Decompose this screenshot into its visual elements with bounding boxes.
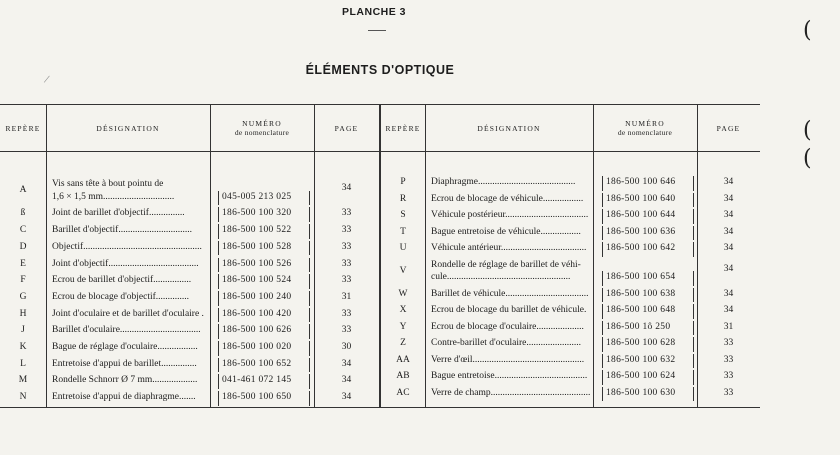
- designation-cell: Rondelle de réglage de barillet de véhi-: [431, 259, 581, 270]
- designation-cell: 1,6 × 1,5 mm..............................: [52, 191, 175, 202]
- repere-cell: ß: [20, 208, 26, 219]
- page-cell: 33: [723, 354, 734, 365]
- nomenclature-number-cell: 186-500 100 654: [606, 272, 676, 282]
- number-frame: [602, 242, 694, 257]
- designation-cell: Barillet de véhicule...................................: [431, 288, 589, 299]
- designation-cell: Barillet d'oculaire..................................: [52, 325, 201, 336]
- col-header-page-right: PAGE: [716, 123, 741, 133]
- repere-cell: F: [20, 275, 26, 286]
- designation-cell: Verre de champ..........................................: [431, 387, 591, 398]
- number-frame: [218, 274, 310, 289]
- designation-cell: Bague entretoise.......................................: [431, 371, 588, 381]
- nomenclature-number-cell: 186-500 100 632: [606, 354, 676, 365]
- page-cell: 34: [341, 358, 352, 369]
- col-header-numero-right: [593, 105, 697, 151]
- page-cell: 34: [723, 243, 734, 253]
- page-cell: 33: [341, 275, 352, 286]
- number-frame: [218, 358, 310, 373]
- number-frame: [602, 226, 694, 241]
- page-cell: 34: [723, 288, 734, 299]
- number-frame: [602, 354, 694, 369]
- nomenclature-number-cell: 186-500 100 420: [222, 308, 292, 319]
- page-title: ÉLÉMENTS D'OPTIQUE: [305, 63, 455, 77]
- binder-hole-mark: (: [803, 118, 812, 143]
- nomenclature-number-cell: 186-500 100 648: [606, 305, 676, 315]
- repere-cell: G: [19, 291, 27, 302]
- planche-label: PLANCHE 3: [341, 6, 406, 18]
- designation-cell: Verre d'œil...............................................: [431, 354, 585, 365]
- designation-cell: Écrou de barillet d'objectif................: [52, 275, 192, 286]
- designation-cell: Diaphragme.........................................: [431, 177, 576, 187]
- repere-cell: A: [19, 185, 27, 195]
- number-frame: [218, 324, 310, 339]
- page-cell: 34: [723, 193, 734, 204]
- repere-cell: R: [399, 193, 407, 204]
- number-frame: [218, 341, 310, 356]
- column-divider: [593, 105, 594, 407]
- nomenclature-number-cell: 186-500 100 020: [222, 342, 292, 352]
- nomenclature-number-cell: 186-500 100 646: [606, 177, 676, 187]
- repere-cell: K: [19, 342, 27, 352]
- col-header-repere-right: REPÈRE: [385, 123, 421, 133]
- designation-cell: Écrou de blocage de véhicule.................: [431, 193, 584, 204]
- page-cell: 34: [723, 305, 734, 315]
- number-frame: [602, 176, 694, 191]
- repere-cell: N: [19, 392, 27, 403]
- numero-label: NUMÉRO: [242, 119, 282, 128]
- designation-cell: Bague de réglage d'oculaire.................: [52, 342, 198, 352]
- col-header-designation-right: DÉSIGNATION: [477, 123, 541, 133]
- repere-cell: S: [400, 210, 406, 220]
- col-header-numero-left: [210, 105, 314, 151]
- number-frame: [218, 391, 310, 406]
- nomenclature-number-cell: 186-500 100 624: [606, 371, 676, 381]
- numero-label: NUMÉRO: [625, 119, 665, 128]
- number-frame: [218, 191, 310, 206]
- designation-cell: Joint de barillet d'objectif...............: [52, 208, 185, 219]
- repere-cell: V: [399, 265, 407, 276]
- repere-cell: U: [399, 243, 407, 253]
- stray-mark: /: [42, 71, 51, 87]
- repere-cell: T: [400, 226, 406, 237]
- number-frame: [218, 207, 310, 222]
- column-divider: [46, 105, 47, 407]
- nomenclature-label: de nomenclature: [234, 128, 290, 137]
- designation-cell: cule....................................................: [431, 272, 571, 282]
- page-cell: 33: [341, 241, 352, 252]
- col-header-page-left: PAGE: [334, 123, 359, 133]
- nomenclature-number-cell: 186-500 100 650: [222, 392, 292, 403]
- repere-cell: M: [18, 375, 28, 386]
- page-cell: 34: [723, 263, 734, 274]
- designation-cell: Écrou de blocage d'objectif..............: [52, 291, 190, 302]
- repere-cell: H: [19, 308, 27, 319]
- page-cell: 33: [341, 308, 352, 319]
- number-frame: [602, 387, 694, 402]
- repere-cell: Z: [400, 338, 406, 348]
- page-cell: 33: [341, 208, 352, 219]
- nomenclature-number-cell: 186-500 100 522: [222, 225, 292, 236]
- page-cell: 33: [341, 258, 352, 269]
- page-cell: 33: [341, 325, 352, 336]
- number-frame: [218, 291, 310, 306]
- nomenclature-number-cell: 186-500 100 628: [606, 338, 676, 348]
- designation-cell: Rondelle Schnorr Ø 7 mm...................: [52, 375, 198, 386]
- repere-cell: J: [21, 325, 25, 336]
- number-frame: [602, 370, 694, 385]
- nomenclature-number-cell: 186-500 100 636: [606, 226, 676, 237]
- page-cell: 33: [723, 338, 734, 348]
- nomenclature-number-cell: 186-500 100 642: [606, 243, 676, 253]
- nomenclature-number-cell: 186-500 100 240: [222, 291, 292, 302]
- column-divider: [425, 105, 426, 407]
- nomenclature-label: de nomenclature: [617, 128, 673, 137]
- number-frame: [602, 271, 694, 286]
- number-frame: [218, 374, 310, 389]
- designation-cell: Bague entretoise de véhicule.................: [431, 226, 581, 237]
- designation-cell: Joint d'objectif......................................: [52, 258, 199, 269]
- repere-cell: P: [400, 177, 406, 187]
- page-cell: 34: [341, 375, 352, 386]
- nomenclature-number-cell: 186-500 100 626: [222, 325, 292, 336]
- designation-cell: Entretoise d'appui de barillet...............: [52, 358, 197, 369]
- parts-table: [0, 104, 760, 408]
- number-frame: [602, 193, 694, 208]
- designation-cell: Écrou de blocage d'oculaire....................: [431, 321, 584, 332]
- designation-cell: Véhicule postérieur...................................: [431, 210, 589, 220]
- binder-hole-mark: (: [803, 146, 812, 171]
- repere-cell: L: [20, 358, 26, 369]
- page-cell: 31: [723, 321, 734, 332]
- page-cell: 34: [723, 177, 734, 187]
- title-divider: [368, 30, 386, 31]
- designation-cell: Véhicule antérieur....................................: [431, 243, 587, 253]
- nomenclature-number-cell: 186-500 100 638: [606, 288, 676, 299]
- designation-cell: Entretoise d'appui de diaphragme.......: [52, 392, 196, 403]
- page-cell: 34: [341, 392, 352, 403]
- page-cell: 33: [723, 371, 734, 381]
- number-frame: [218, 224, 310, 239]
- page-cell: 33: [723, 387, 734, 398]
- number-frame: [602, 337, 694, 352]
- page-cell: 34: [341, 183, 352, 193]
- designation-cell: Objectif..................................................: [52, 241, 202, 252]
- designation-cell: Vis sans tête à bout pointu de: [52, 179, 164, 189]
- designation-cell: Joint d'oculaire et de barillet d'oculaire .: [52, 308, 204, 319]
- repere-cell: AB: [396, 371, 410, 381]
- nomenclature-number-cell: 186-500 100 630: [606, 387, 676, 398]
- number-frame: [218, 308, 310, 323]
- repere-cell: E: [20, 258, 26, 269]
- binder-hole-mark: (: [803, 18, 812, 43]
- nomenclature-number-cell: 186-500 100 528: [222, 241, 292, 252]
- col-header-designation-left: DÉSIGNATION: [96, 123, 160, 133]
- col-header-repere-left: REPÈRE: [5, 123, 41, 133]
- repere-cell: AC: [396, 387, 410, 398]
- nomenclature-number-cell: 041-461 072 145: [222, 375, 292, 386]
- nomenclature-number-cell: 186-500 100 526: [222, 258, 292, 269]
- page-cell: 30: [341, 342, 352, 352]
- column-divider: [210, 105, 211, 407]
- nomenclature-number-cell: 186-500 100 644: [606, 210, 676, 220]
- nomenclature-number-cell: 186-500 100 640: [606, 193, 676, 204]
- repere-cell: W: [398, 288, 408, 299]
- number-frame: [218, 241, 310, 256]
- nomenclature-number-cell: 186-500 100 652: [222, 358, 292, 369]
- page-cell: 34: [723, 210, 734, 220]
- page-cell: 34: [723, 226, 734, 237]
- repere-cell: Y: [399, 321, 407, 332]
- number-frame: [602, 321, 694, 336]
- nomenclature-number-cell: 186-500 1ô 250: [606, 321, 671, 332]
- nomenclature-number-cell: 186-500 100 524: [222, 275, 292, 286]
- repere-cell: AA: [396, 354, 410, 365]
- nomenclature-number-cell: 045-005 213 025: [222, 191, 292, 202]
- designation-cell: Barillet d'objectif...............................: [52, 225, 192, 236]
- number-frame: [602, 304, 694, 319]
- designation-cell: Écrou de blocage du barillet de véhicule.: [431, 305, 587, 315]
- repere-cell: D: [19, 241, 27, 252]
- repere-cell: C: [19, 225, 27, 236]
- repere-cell: X: [399, 305, 407, 315]
- page-cell: 31: [341, 291, 352, 302]
- number-frame: [602, 288, 694, 303]
- number-frame: [602, 209, 694, 224]
- number-frame: [218, 258, 310, 273]
- designation-cell: Contre-barillet d'oculaire.......................: [431, 338, 581, 348]
- page-cell: 33: [341, 225, 352, 236]
- nomenclature-number-cell: 186-500 100 320: [222, 208, 292, 219]
